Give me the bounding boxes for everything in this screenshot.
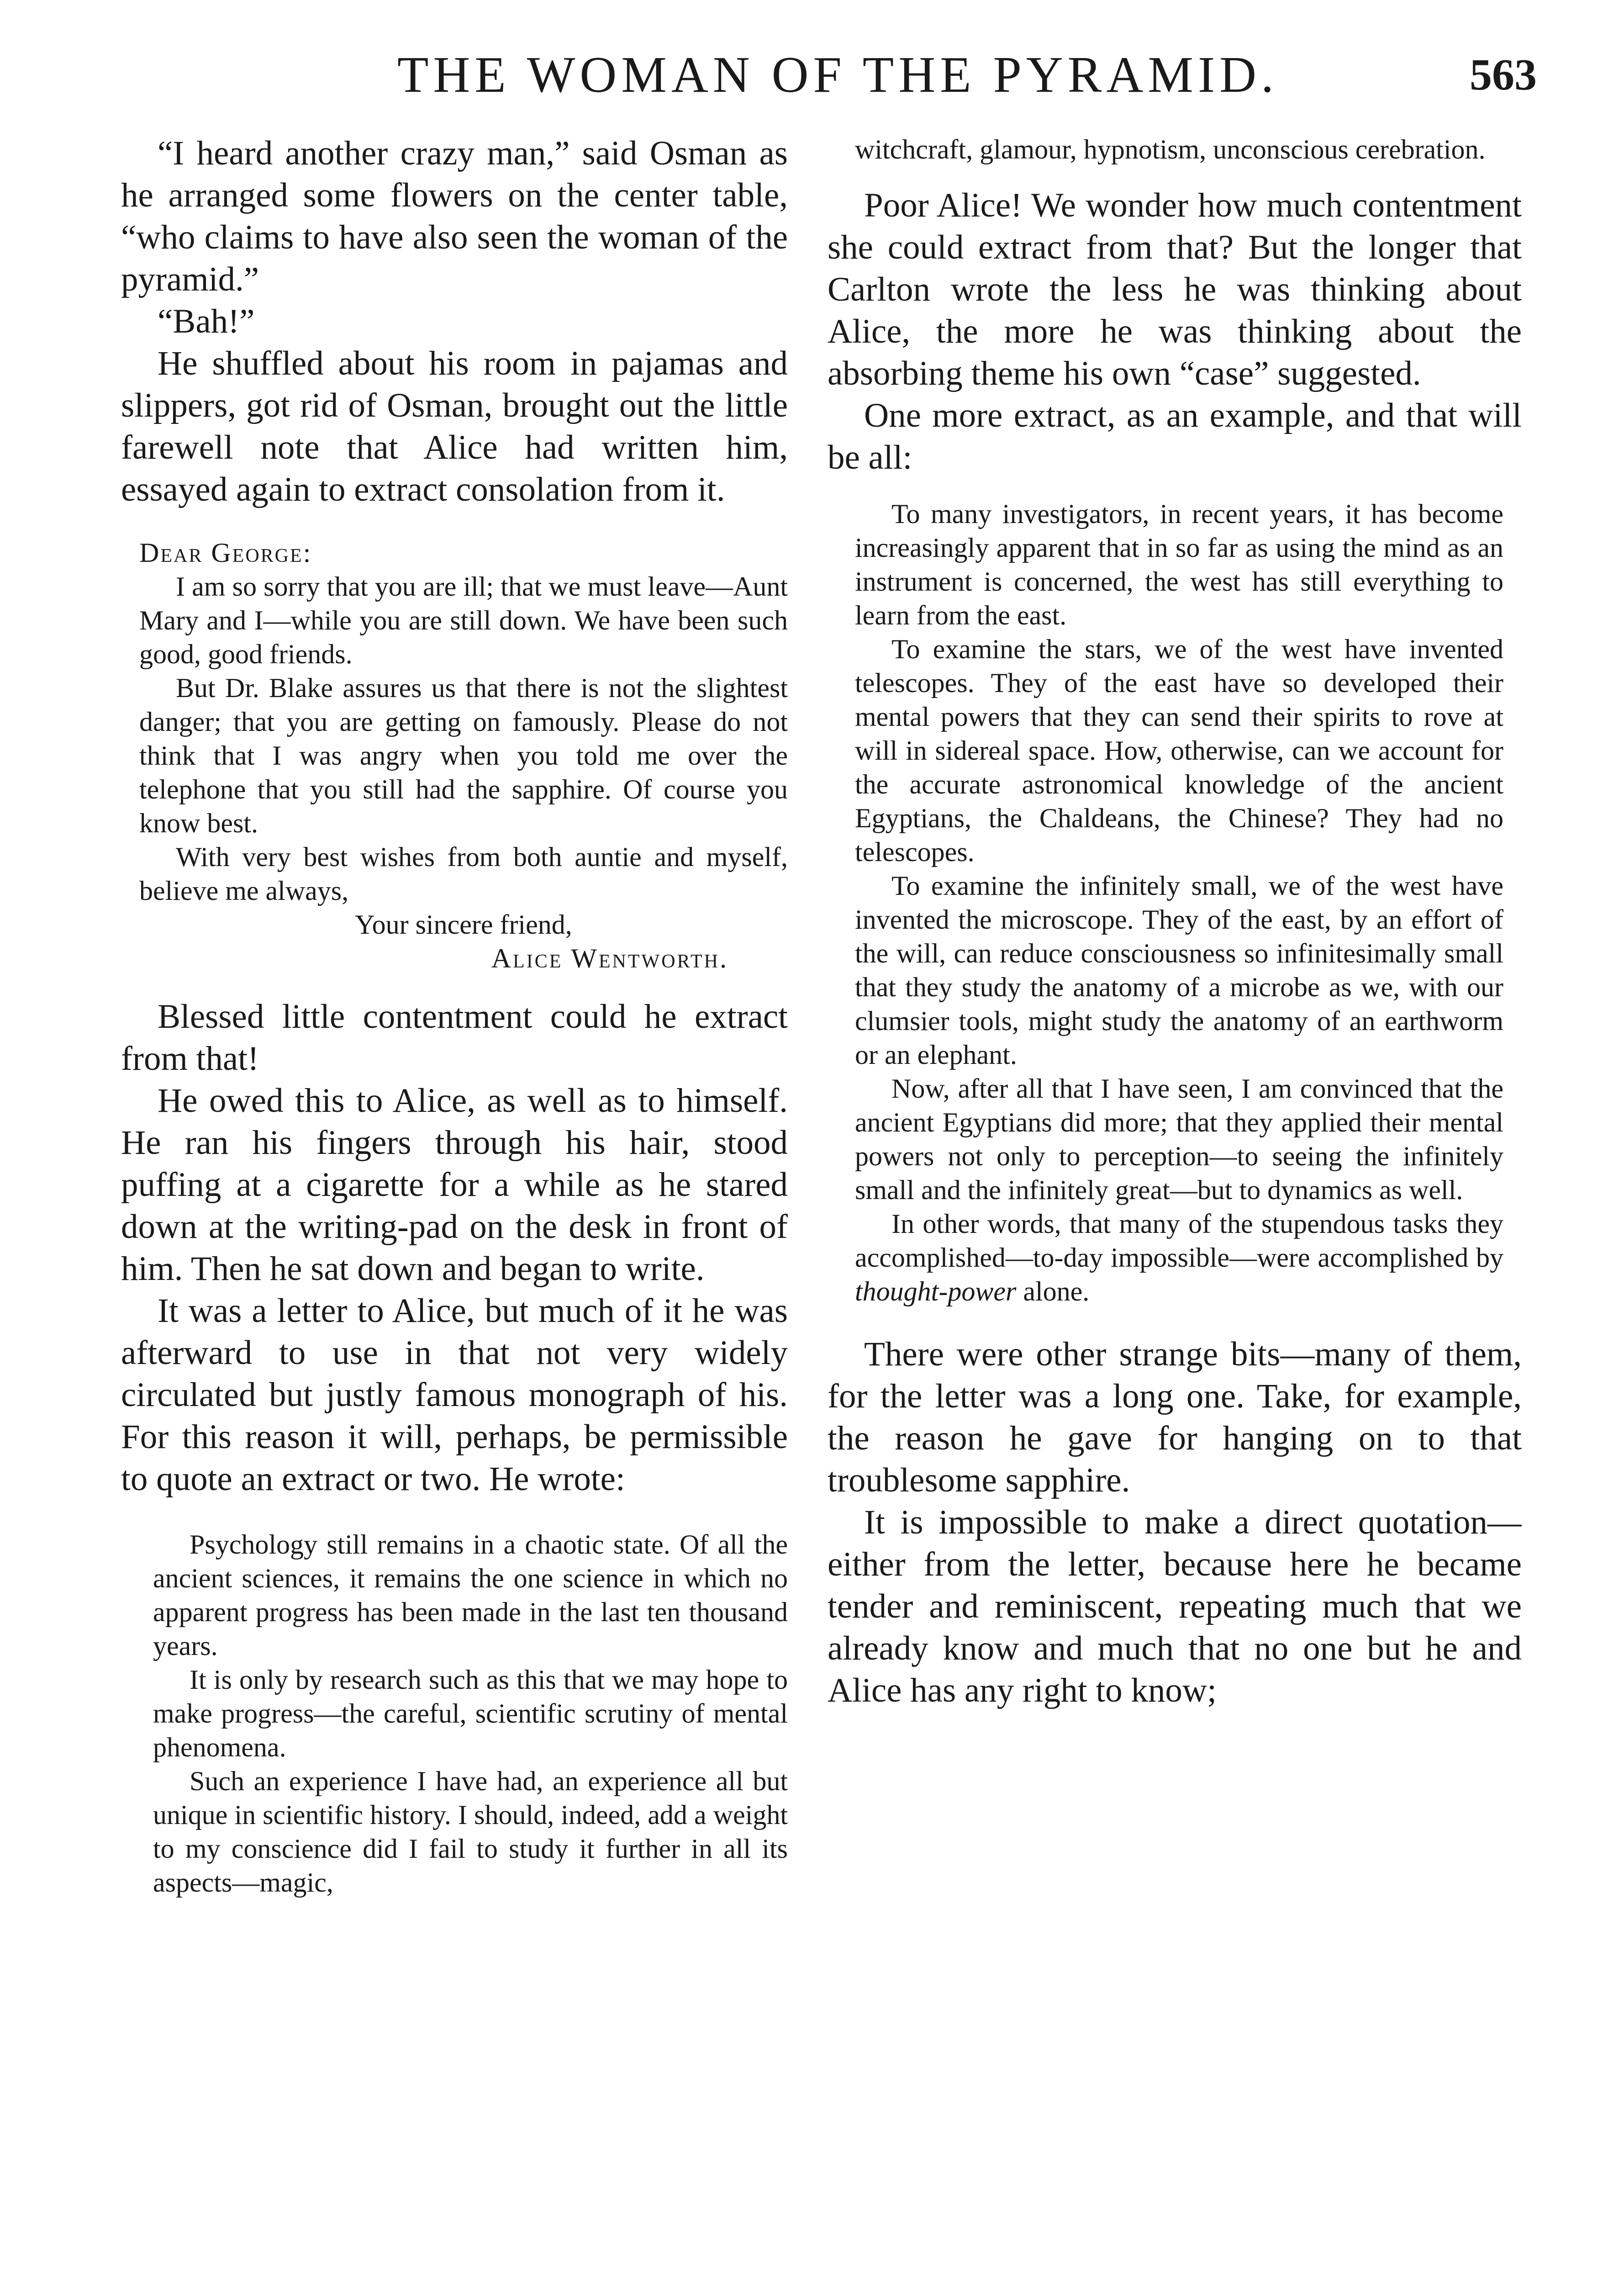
extract-block: [153, 1528, 788, 1899]
body-paragraph: He owed this to Alice, as well as to himself. He ran his fingers through his hair, stood puffing at a cigarette for a while as he stared down at the writing-pad on the desk in front of him. Then he sat down and began to write.: [121, 1082, 788, 1288]
extract-continuation: [855, 132, 1503, 166]
extract-paragraph: It is only by research such as this that we may hope to make progress—the careful, scientific scrutiny of mental phenomena.: [153, 1665, 788, 1762]
letter-closing: Your sincere friend,: [355, 909, 572, 940]
letter-paragraph: I am so sorry that you are ill; that we must leave—Aunt Mary and I—while you are still down. We have been such good, good friends.: [139, 571, 788, 669]
extract-paragraph: To many investigators, in recent years, it has become increasingly apparent that in so far as using the mind as an instrument is concerned, the west has still everything to learn from the east.: [855, 499, 1503, 630]
letter-signature: Alice Wentworth.: [491, 943, 728, 973]
extract-paragraph: witchcraft, glamour, hypnotism, unconscious cerebration.: [855, 134, 1486, 164]
body-paragraph: There were other strange bits—many of them, for the letter was a long one. Take, for example, the reason he gave for hanging on to that troublesome sapphire.: [828, 1335, 1522, 1499]
extract-paragraph: To examine the stars, we of the west have invented telescopes. They of the east have so developed their mental powers that they can send their spirits to rove at will in sidereal space. How, otherwise, can we account for the accurate astronomical knowledge of the ancient Egyptians, the Chaldeans, the Chinese? They had no telescopes.: [855, 634, 1503, 867]
extract-paragraph: To examine the infinitely small, we of the west have invented the microscope. They of the east, by an effort of the will, can reduce consciousness so infinitesimally small that they study the anatomy of a microbe as we, with our clumsier tools, might study the anatomy of an earthworm or an elephant.: [855, 871, 1503, 1070]
left-column: [121, 132, 788, 2284]
running-title: THE WOMAN OF THE PYRAMID.: [397, 47, 1279, 103]
body-paragraph: “Bah!”: [158, 302, 255, 340]
extract-text: alone.: [1016, 1276, 1090, 1306]
body-paragraph: Poor Alice! We wonder how much contentment she could extract from that? But the longer that Carlton wrote the less he was thinking about Alice, the more he was thinking about the absorbing theme his own “case” suggested.: [828, 186, 1522, 392]
extract-paragraph: Psychology still remains in a chaotic state. Of all the ancient sciences, it remains the one science in which no apparent progress has been made in the last ten thousand years.: [153, 1529, 788, 1661]
extract-block: [855, 497, 1503, 1308]
extract-emphasis: thought-power: [855, 1276, 1017, 1306]
extract-text: In other words, that many of the stupendous tasks they accomplished—to-day impossible—were accomplished by: [855, 1209, 1503, 1273]
page-header: [0, 0, 1624, 137]
letter-paragraph: But Dr. Blake assures us that there is not the slightest danger; that you are getting on famously. Please do not think that I was angry when you told me over the telephone that you still had the sapphire. Of course you know best.: [139, 673, 788, 838]
extract-paragraph: Such an experience I have had, an experience all but unique in scientific history. I should, indeed, add a weight to my conscience did I fail to study it further in all its aspects—magic,: [153, 1766, 788, 1898]
extract-paragraph: [855, 1207, 1503, 1308]
letter-salutation: Dear George:: [139, 538, 312, 568]
body-paragraph: It was a letter to Alice, but much of it he was afterward to use in that not very widely circulated but justly famous monograph of his. For this reason it will, perhaps, be permissible to quote an extract or two. He wrote:: [121, 1292, 788, 1498]
body-paragraph: One more extract, as an example, and that will be all:: [828, 397, 1522, 476]
body-paragraph: He shuffled about his room in pajamas and slippers, got rid of Osman, brought out the little farewell note that Alice had written him, essayed again to extract consolation from it.: [121, 344, 788, 508]
letter-paragraph: With very best wishes from both auntie and myself, believe me always,: [139, 842, 788, 906]
body-paragraph: It is impossible to make a direct quotation—either from the letter, because here he became tender and reminiscent, repeating much that we already know and much that no one but he and Alice has any right to know;: [828, 1503, 1522, 1709]
page-number: 563: [1470, 50, 1537, 100]
extract-paragraph: Now, after all that I have seen, I am convinced that the ancient Egyptians did more; that they applied their mental powers not only to perception—to seeing the infinitely small and the infinitely great—but to dynamics as well.: [855, 1073, 1503, 1205]
body-paragraph: “I heard another crazy man,” said Osman as he arranged some flowers on the center table, “who claims to have also seen the woman of the pyramid.”: [121, 134, 788, 298]
right-column: [828, 132, 1522, 2284]
letter-block: [139, 536, 788, 975]
body-paragraph: Blessed little contentment could he extract from that!: [121, 998, 788, 1078]
